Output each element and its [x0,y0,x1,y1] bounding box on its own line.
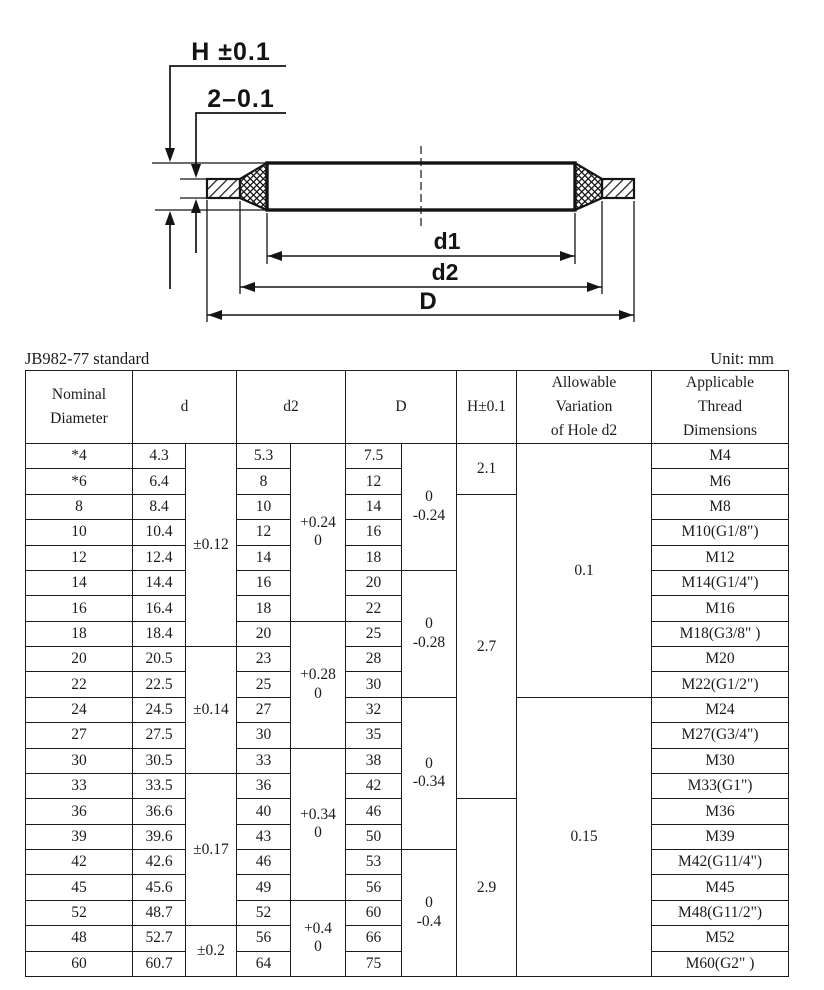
cell-nominal-diameter: 39 [26,824,133,849]
cell-thread-dimension: M30 [652,748,789,773]
cell-d2-value: 18 [237,596,291,621]
cell-D-value: 18 [346,545,402,570]
cell-nominal-diameter: 33 [26,773,133,798]
metal-washer-right [602,179,634,198]
cell-D-value: 25 [346,621,402,646]
cell-d2-value: 40 [237,799,291,824]
arrowhead-icon [208,310,222,320]
cell-nominal-diameter: 36 [26,799,133,824]
cell-d-value: 30.5 [133,748,186,773]
cell-d-value: 10.4 [133,520,186,545]
arrowhead-icon [619,310,633,320]
cell-thread-dimension: M22(G1/2") [652,672,789,697]
table-row [26,850,789,875]
unit-label: Unit: mm [710,349,774,368]
cell-d-value: 16.4 [133,596,186,621]
cell-D-value: 22 [346,596,402,621]
header-row [26,371,789,444]
cell-D-value: 46 [346,799,402,824]
cell-thread-dimension: M52 [652,926,789,951]
cell-d2-value: 33 [237,748,291,773]
cell-d-value: 45.6 [133,875,186,900]
metal-washer-left [207,179,240,198]
cell-D-tolerance: 0 -0.4 [402,850,457,977]
cell-thread-dimension: M8 [652,494,789,519]
cell-nominal-diameter: 24 [26,697,133,722]
table-caption-row [25,342,788,369]
header-nominal-diameter: Nominal Diameter [26,371,133,444]
cell-d-value: 18.4 [133,621,186,646]
cell-thread-dimension: M18(G3/8" ) [652,621,789,646]
cell-d-value: 48.7 [133,900,186,925]
cell-thread-dimension: M60(G2" ) [652,951,789,976]
cell-d-value: 27.5 [133,723,186,748]
cell-thread-dimension: M27(G3/4") [652,723,789,748]
cell-nominal-diameter: 27 [26,723,133,748]
cell-d2-value: 23 [237,647,291,672]
cell-D-tolerance: 0 -0.34 [402,697,457,849]
cell-nominal-diameter: *4 [26,444,133,469]
cell-nominal-diameter: 45 [26,875,133,900]
table-body [26,444,789,977]
cell-thread-dimension: M4 [652,444,789,469]
header-d: d [133,371,237,444]
arrowhead-icon [165,211,175,225]
cell-D-value: 35 [346,723,402,748]
arrowhead-icon [191,199,201,213]
cell-d-value: 22.5 [133,672,186,697]
arrowhead-icon [268,251,282,261]
cell-thread-dimension: M24 [652,697,789,722]
cell-d2-value: 5.3 [237,444,291,469]
cell-d-value: 4.3 [133,444,186,469]
cell-d2-value: 10 [237,494,291,519]
cell-allowable-variation: 0.1 [517,444,652,698]
table-row [26,444,789,469]
cell-d-tolerance: ±0.12 [186,444,237,647]
cell-D-value: 30 [346,672,402,697]
arrowhead-icon [191,164,201,178]
cell-d-value: 39.6 [133,824,186,849]
cell-d-value: 36.6 [133,799,186,824]
cell-h-value: 2.7 [457,494,517,799]
cell-thread-dimension: M45 [652,875,789,900]
cell-D-value: 7.5 [346,444,402,469]
cell-thread-dimension: M6 [652,469,789,494]
arrowhead-icon [587,282,601,292]
technical-drawing [0,0,824,342]
label-d1: d1 [433,228,461,254]
dimensions-table [25,370,789,977]
cell-d2-value: 27 [237,697,291,722]
cell-d2-value: 46 [237,850,291,875]
cell-nominal-diameter: 22 [26,672,133,697]
cell-d-value: 42.6 [133,850,186,875]
label-thickness: 2–0.1 [207,85,275,113]
header-d2: d2 [237,371,346,444]
cell-d-tolerance: ±0.17 [186,773,237,925]
cell-thread-dimension: M12 [652,545,789,570]
header-allowable-variation: Allowable Variation of Hole d2 [517,371,652,444]
cell-nominal-diameter: 42 [26,850,133,875]
cell-nominal-diameter: 12 [26,545,133,570]
cell-d2-value: 56 [237,926,291,951]
cell-D-tolerance: 0 -0.28 [402,570,457,697]
cell-d-value: 60.7 [133,951,186,976]
dimension-D [207,288,634,320]
cell-D-value: 28 [346,647,402,672]
cell-d2-value: 43 [237,824,291,849]
label-H: H ±0.1 [191,38,271,66]
cell-d-value: 6.4 [133,469,186,494]
cell-thread-dimension: M39 [652,824,789,849]
arrowhead-icon [560,251,574,261]
arrowhead-icon [241,282,255,292]
cell-D-value: 50 [346,824,402,849]
cell-D-value: 16 [346,520,402,545]
cell-D-value: 56 [346,875,402,900]
dimension-d1 [267,228,575,261]
cell-nominal-diameter: 14 [26,570,133,595]
header-D: D [346,371,457,444]
washer-cross-section-diagram [0,0,824,342]
cell-d2-value: 30 [237,723,291,748]
cell-d-value: 14.4 [133,570,186,595]
label-d2: d2 [431,259,459,285]
cell-nominal-diameter: 16 [26,596,133,621]
cell-nominal-diameter: 18 [26,621,133,646]
cell-d-tolerance: ±0.2 [186,926,237,977]
cell-D-value: 12 [346,469,402,494]
cell-d2-value: 49 [237,875,291,900]
cell-thread-dimension: M48(G11/2") [652,900,789,925]
cell-allowable-variation: 0.15 [517,697,652,976]
cell-D-value: 14 [346,494,402,519]
cell-d-value: 12.4 [133,545,186,570]
cell-d2-value: 36 [237,773,291,798]
table-row [26,570,789,595]
cell-h-value: 2.9 [457,799,517,977]
cell-thread-dimension: M16 [652,596,789,621]
cell-h-value: 2.1 [457,444,517,495]
label-D: D [419,288,437,315]
rubber-seal-right [575,163,602,210]
rubber-seal-left [240,163,267,210]
cell-d2-value: 8 [237,469,291,494]
cell-D-tolerance: 0 -0.24 [402,444,457,571]
cell-D-value: 53 [346,850,402,875]
cell-d-value: 52.7 [133,926,186,951]
cell-d2-value: 12 [237,520,291,545]
cell-d2-value: 25 [237,672,291,697]
cell-d-value: 24.5 [133,697,186,722]
cell-D-value: 42 [346,773,402,798]
cell-d2-value: 16 [237,570,291,595]
cell-d2-tolerance: +0.24 0 [291,444,346,622]
cell-thread-dimension: M36 [652,799,789,824]
cell-d-value: 33.5 [133,773,186,798]
cell-thread-dimension: M14(G1/4") [652,570,789,595]
cell-D-value: 20 [346,570,402,595]
cell-nominal-diameter: 20 [26,647,133,672]
cell-thread-dimension: M10(G1/8") [652,520,789,545]
cell-thread-dimension: M20 [652,647,789,672]
cell-nominal-diameter: 52 [26,900,133,925]
cell-nominal-diameter: 30 [26,748,133,773]
cell-d-tolerance: ±0.14 [186,647,237,774]
standard-label: JB982-77 standard [25,349,150,368]
cell-D-value: 38 [346,748,402,773]
header-h: H±0.1 [457,371,517,444]
cell-d2-tolerance: +0.28 0 [291,621,346,748]
cell-d2-tolerance: +0.4 0 [291,900,346,976]
cell-d2-tolerance: +0.34 0 [291,748,346,900]
cell-nominal-diameter: *6 [26,469,133,494]
cell-d-value: 20.5 [133,647,186,672]
cell-nominal-diameter: 8 [26,494,133,519]
cell-D-value: 60 [346,900,402,925]
cell-d2-value: 52 [237,900,291,925]
cell-d2-value: 14 [237,545,291,570]
arrowhead-icon [165,148,175,162]
cell-thread-dimension: M33(G1") [652,773,789,798]
header-thread-dimensions: Applicable Thread Dimensions [652,371,789,444]
cell-nominal-diameter: 48 [26,926,133,951]
cell-d-value: 8.4 [133,494,186,519]
cell-D-value: 32 [346,697,402,722]
cell-thread-dimension: M42(G11/4") [652,850,789,875]
cell-d2-value: 20 [237,621,291,646]
cell-D-value: 66 [346,926,402,951]
table-row [26,697,789,722]
cell-d2-value: 64 [237,951,291,976]
cell-nominal-diameter: 60 [26,951,133,976]
cell-D-value: 75 [346,951,402,976]
cell-nominal-diameter: 10 [26,520,133,545]
